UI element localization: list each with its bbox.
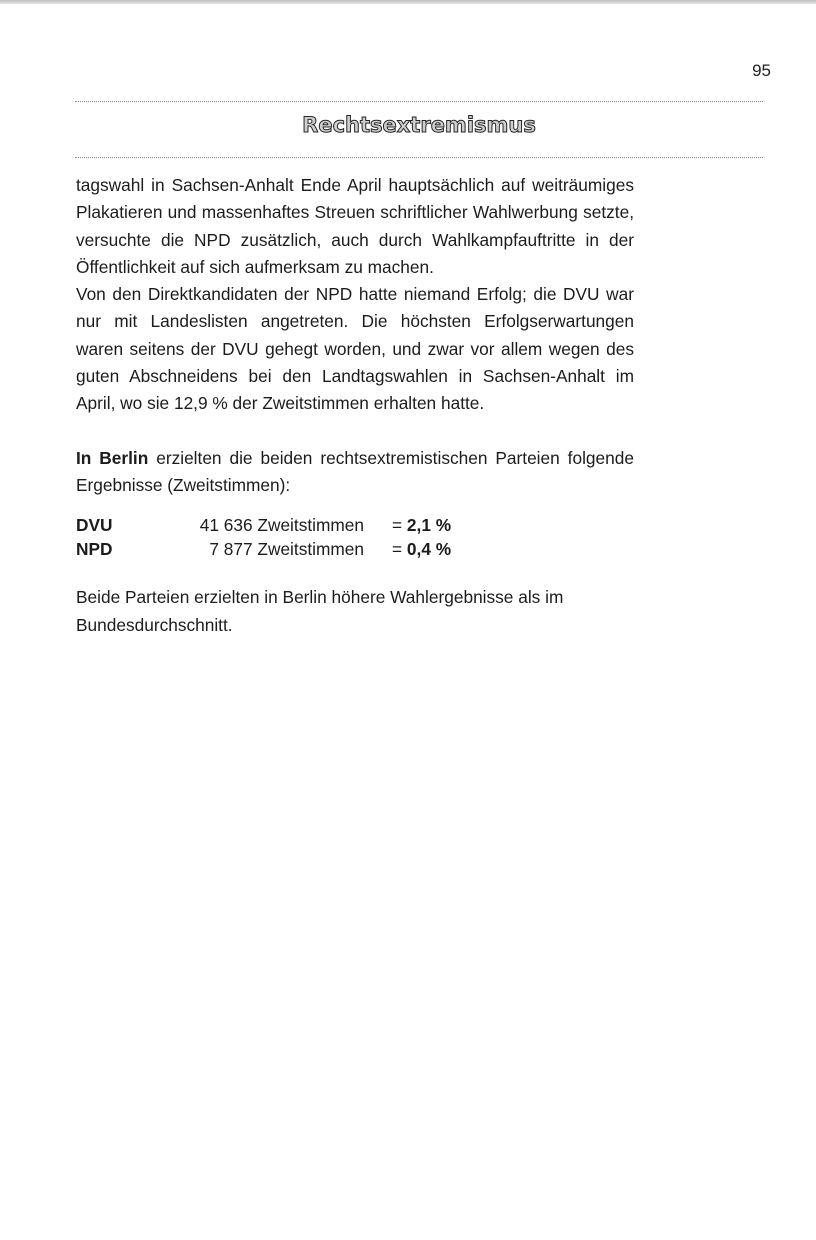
paragraph-gap [76, 418, 634, 445]
result-party: DVU [76, 515, 113, 536]
result-row-dvu [76, 513, 634, 537]
result-votes: 7 877 Zweitstimmen [209, 539, 364, 560]
result-party: NPD [76, 539, 113, 560]
result-percent-value: 2,1 % [406, 515, 452, 536]
result-row-npd [76, 537, 634, 561]
running-header-title: Rechtsextremismus [302, 113, 536, 137]
berlin-text: erzielten die beiden rechtsextremistischen Parteien folgende Ergebnisse (Zweitstimmen): [76, 447, 634, 495]
result-percent [392, 537, 451, 561]
page-top-edge [0, 0, 816, 4]
running-header [75, 113, 816, 137]
result-equals: = [392, 515, 407, 536]
result-votes: 41 636 Zweitstimmen [199, 515, 364, 536]
body-text [76, 172, 634, 639]
result-percent [392, 513, 451, 537]
paragraph-candidates: Von den Direktkandidaten der NPD hatte niemand Erfolg; die DVU war nur mit Landeslisten angetreten. Die höchsten Erfolgserwartungen waren seitens der DVU gehegt worden, und zwar vor allem wegen des guten Abschneidens bei den Landtagswahlen in Sachsen-Anhalt im April, wo sie 12,9 % der Zweitstimmen erhalten hatte. [76, 284, 634, 414]
results-gap [76, 499, 634, 513]
result-percent-value: 0,4 % [406, 539, 452, 560]
berlin-lead: In Berlin [76, 447, 149, 468]
results-table [76, 513, 634, 561]
result-equals: = [392, 539, 407, 560]
page-number: 95 [752, 61, 771, 80]
header-rule-bottom [75, 157, 763, 158]
paragraph-berlin [76, 445, 634, 500]
paragraph-campaign: tagswahl in Sachsen-Anhalt Ende April hauptsächlich auf weiträumiges Plakatieren und massenhaftes Streuen schriftlicher Wahlwerbung setzte, versuchte die NPD zusätzlich, auch durch Wahlkampfauftritte in der Öffentlichkeit auf sich aufmerksam zu machen. [76, 175, 634, 277]
header-rule-top [75, 101, 763, 102]
paragraph-conclusion: Beide Parteien erzielten in Berlin höhere Wahlergebnisse als im Bundesdurchschnitt. [76, 587, 564, 635]
results-gap-after [76, 561, 634, 584]
